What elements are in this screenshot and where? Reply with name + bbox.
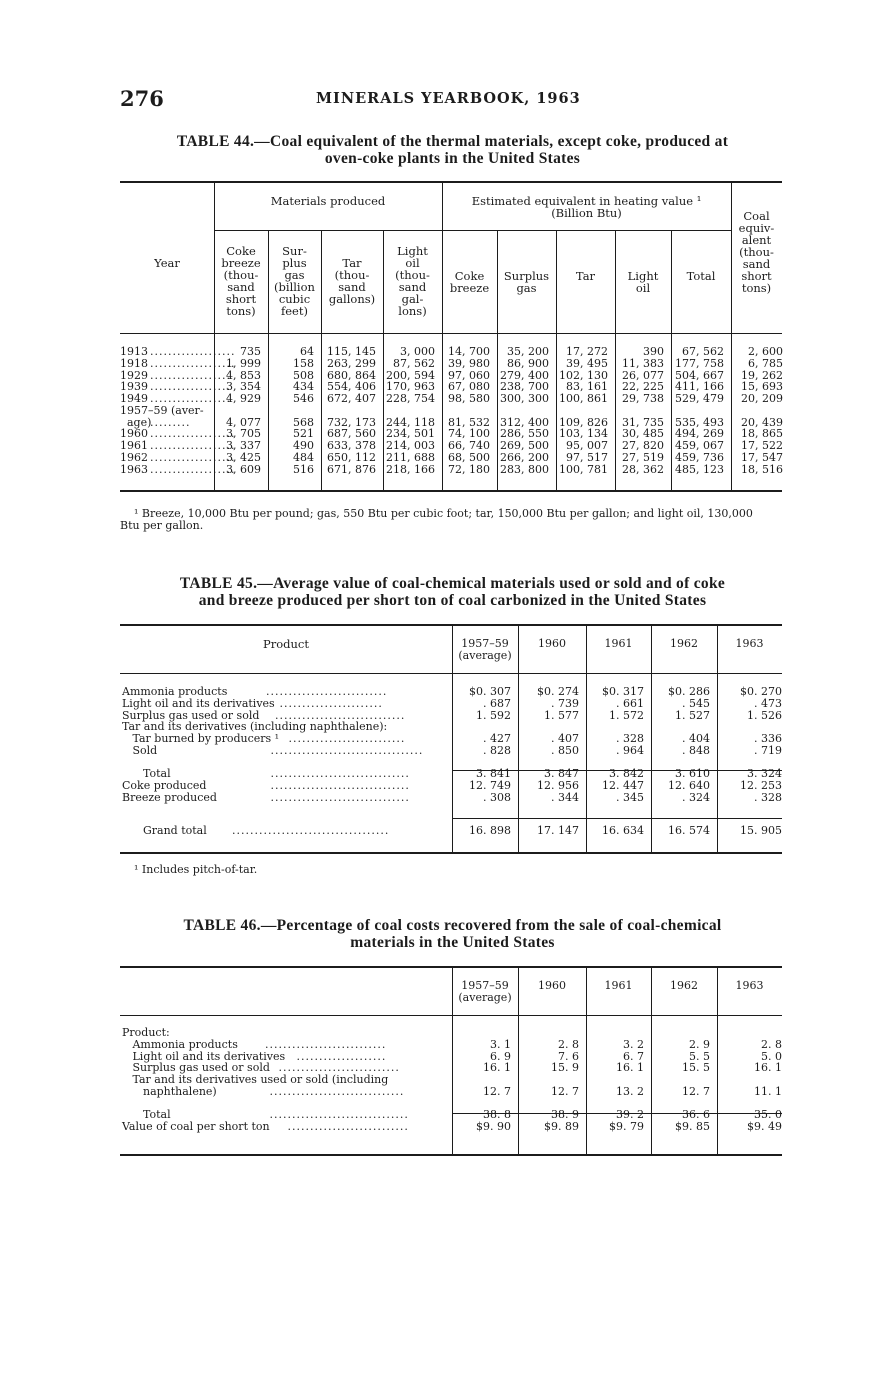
table-45-title-line1: TABLE 45.—Average value of coal-chemical materials used or sold and of coke [179, 575, 726, 592]
t44-data-est-coke-breeze: 14, 700 39, 980 97, 060 67, 080 98, 580 81, 532 74, 100 66, 740 68, 500 72, 180 [448, 345, 490, 476]
t44-data-est-surplus-gas: 35, 200 86, 900 279, 400 238, 700 300, 300 312, 400 286, 550 269, 500 266, 200 283, 800 [500, 345, 549, 476]
t44-col-est-tar: Tar [575, 269, 596, 283]
table-46-title-line1: TABLE 46.—Percentage of coal costs recovered from the sale of coal-chemical [183, 917, 722, 934]
t45-data-1957-59: $0. 307 . 687 1. 592 . 427 . 828 3. 841 12. 749 . 308 [469, 685, 511, 804]
t44-group-estimated: Estimated equivalent in heating value ¹ (Billion Btu) [471, 194, 702, 220]
table-44-title-line2: oven-coke plants in the United States [324, 150, 581, 167]
t46-data-1963: 2. 8 5. 0 16. 1 11. 1 35. 0 $9. 49 [747, 1037, 782, 1133]
t44-data-surplus-gas: 64 158 508 434 546 568 521 490 484 516 [293, 345, 314, 476]
t45-grand-1962: 16. 574 [668, 824, 710, 837]
t44-col-est-surplus-gas: Surplus gas [503, 269, 550, 295]
table-46-title-line2: materials in the United States [350, 934, 555, 951]
table-46-bottom-rule [120, 1154, 782, 1156]
t44-col-light-oil: Light oil (thou- sand gal- lons) [395, 244, 430, 318]
t46-data-1961: 3. 2 6. 7 16. 1 13. 2 39. 2 $9. 79 [609, 1037, 644, 1133]
t44-data-est-light-oil: 390 11, 383 26, 077 22, 225 29, 738 31, 735 30, 485 27, 820 27, 519 28, 362 [622, 345, 664, 476]
table-45-header-rule [120, 673, 782, 674]
t44-col-coke-breeze: Coke breeze (thou- sand short tons) [221, 244, 261, 318]
t46-col-1962: 1962 [670, 979, 698, 992]
t44-data-light-oil: 3, 000 87, 562 200, 594 170, 963 228, 754 244, 118 234, 501 214, 003 211, 688 218, 166 [386, 345, 435, 476]
t44-data-est-tar: 17, 272 39, 495 102, 130 83, 161 100, 861 109, 826 103, 134 95, 007 97, 517 100, 781 [559, 345, 608, 476]
t46-col-1960: 1960 [538, 979, 566, 992]
t45-grand-1963: 15. 905 [740, 824, 782, 837]
t45-col-1961: 1961 [604, 637, 633, 650]
t44-data-coke-breeze: 735 1, 999 4, 853 3, 354 4, 929 4, 077 3, 705 3, 337 3, 425 3, 609 [226, 345, 261, 476]
t45-grand-total-label: Grand total [122, 824, 207, 837]
t44-data-est-total: 67, 562 177, 758 504, 667 411, 166 529, 479 535, 493 494, 269 459, 067 459, 736 485, 123 [675, 345, 724, 476]
t45-grand-1961: 16. 634 [602, 824, 644, 837]
page-number: 276 [120, 86, 164, 111]
table-45-bottom-rule [120, 852, 782, 854]
t45-col-1962: 1962 [670, 637, 698, 650]
t46-data-1960: 2. 8 7. 6 15. 9 12. 7 38. 9 $9. 89 [544, 1037, 579, 1133]
t45-data-1961: $0. 317 . 661 1. 572 . 328 . 964 3. 842 12. 447 . 345 [602, 685, 644, 804]
table-46-top-rule [120, 966, 782, 968]
table-44-group-rule [214, 230, 731, 231]
t44-col-surplus-gas: Sur- plus gas (billion cubic feet) [274, 244, 315, 318]
t45-col-1963: 1963 [735, 637, 764, 650]
t44-footnote: ¹ Breeze, 10,000 Btu per pound; gas, 550 Btu per cubic foot; tar, 150,000 Btu per gallon; and light oil, 130,000 Btu per gallon. [120, 507, 753, 532]
t44-col-tar: Tar (thou- sand gallons) [328, 256, 376, 306]
t45-col-1960: 1960 [538, 637, 566, 650]
running-head: MINERALS YEARBOOK, 1963 [316, 90, 581, 107]
t44-col-year: Year [154, 256, 180, 270]
t46-data-1962: 2. 9 5. 5 15. 5 12. 7 36. 6 $9. 85 [675, 1037, 710, 1133]
table-44-header-rule [120, 333, 782, 334]
t44-col-est-coke-breeze: Coke breeze [449, 269, 490, 295]
t45-col-1957-59: 1957–59 (average) [458, 637, 512, 662]
t44-data-tar: 115, 145 263, 299 680, 864 554, 406 672, 407 732, 173 687, 560 633, 378 650, 112 671, 876 [327, 345, 376, 476]
t44-leader-dots: ................... ................... .................. .................. .................. ......... ................... ................... ................... ................... [150, 345, 236, 476]
table-44-bottom-rule [120, 490, 782, 492]
table-45-sub-rule [452, 818, 782, 819]
t45-row-labels: Ammonia products Light oil and its derivatives Surplus gas used or sold Tar and its derivatives (including naphthalene): Tar burned by producers ¹ Sold Total Coke produced Breeze produced [122, 685, 388, 804]
t46-col-1961: 1961 [604, 979, 633, 992]
table-45-title-line2: and breeze produced per short ton of coal carbonized in the United States [198, 592, 707, 609]
t45-data-1960: $0. 274 . 739 1. 577 . 407 . 850 3. 847 12. 956 . 344 [537, 685, 579, 804]
t44-col-est-light-oil: Light oil [627, 269, 659, 295]
table-44-title-line1: TABLE 44.—Coal equivalent of the thermal materials, except coke, produced at [176, 133, 729, 150]
t45-data-1963: $0. 270 . 473 1. 526 . 336 . 719 3. 324 12. 253 . 328 [740, 685, 782, 804]
t44-data-coal-equivalent: 2, 600 6, 785 19, 262 15, 693 20, 209 20, 439 18, 865 17, 522 17, 547 18, 516 [741, 345, 783, 476]
t45-grand-1960: 17. 147 [537, 824, 579, 837]
t44-year-column: 1913 1918 1929 1939 1949 1957–59 (aver- age) 1960 1961 1962 1963 [120, 345, 204, 476]
t44-col-coal-equivalent: Coal equiv- alent (thou- sand short tons) [738, 209, 775, 295]
table-45-top-rule [120, 624, 782, 626]
t46-col-1957-59: 1957–59 (average) [458, 979, 512, 1004]
t45-grand-1957-59: 16. 898 [469, 824, 511, 837]
t46-data-1957-59: 3. 1 6. 9 16. 1 12. 7 38. 8 $9. 90 [476, 1037, 511, 1133]
t45-leader-dots: ........................... ....................... ............................. .......................... .................................. ............................... ............................... ............................... [266, 685, 424, 804]
table-46-header-rule [120, 1015, 782, 1016]
t45-grand-leader: ................................... [232, 824, 390, 837]
t45-footnote: ¹ Includes pitch-of-tar. [134, 863, 258, 876]
t46-col-1963: 1963 [735, 979, 764, 992]
t44-col-est-total: Total [686, 269, 716, 283]
t44-group-materials: Materials produced [270, 194, 386, 208]
t45-data-1962: $0. 286 . 545 1. 527 . 404 . 848 3. 610 12. 640 . 324 [668, 685, 710, 804]
table-44-top-rule [120, 181, 782, 183]
t46-leader-dots: ........................... .................... ........................... .............................. ............................... ........................... [265, 1037, 409, 1133]
t46-row-labels: Product: Ammonia products Light oil and its derivatives Surplus gas used or sold Tar and its derivatives used or sold (including naphthalene) Total Value of coal per short ton [122, 1026, 389, 1133]
t45-col-product: Product [263, 637, 309, 651]
